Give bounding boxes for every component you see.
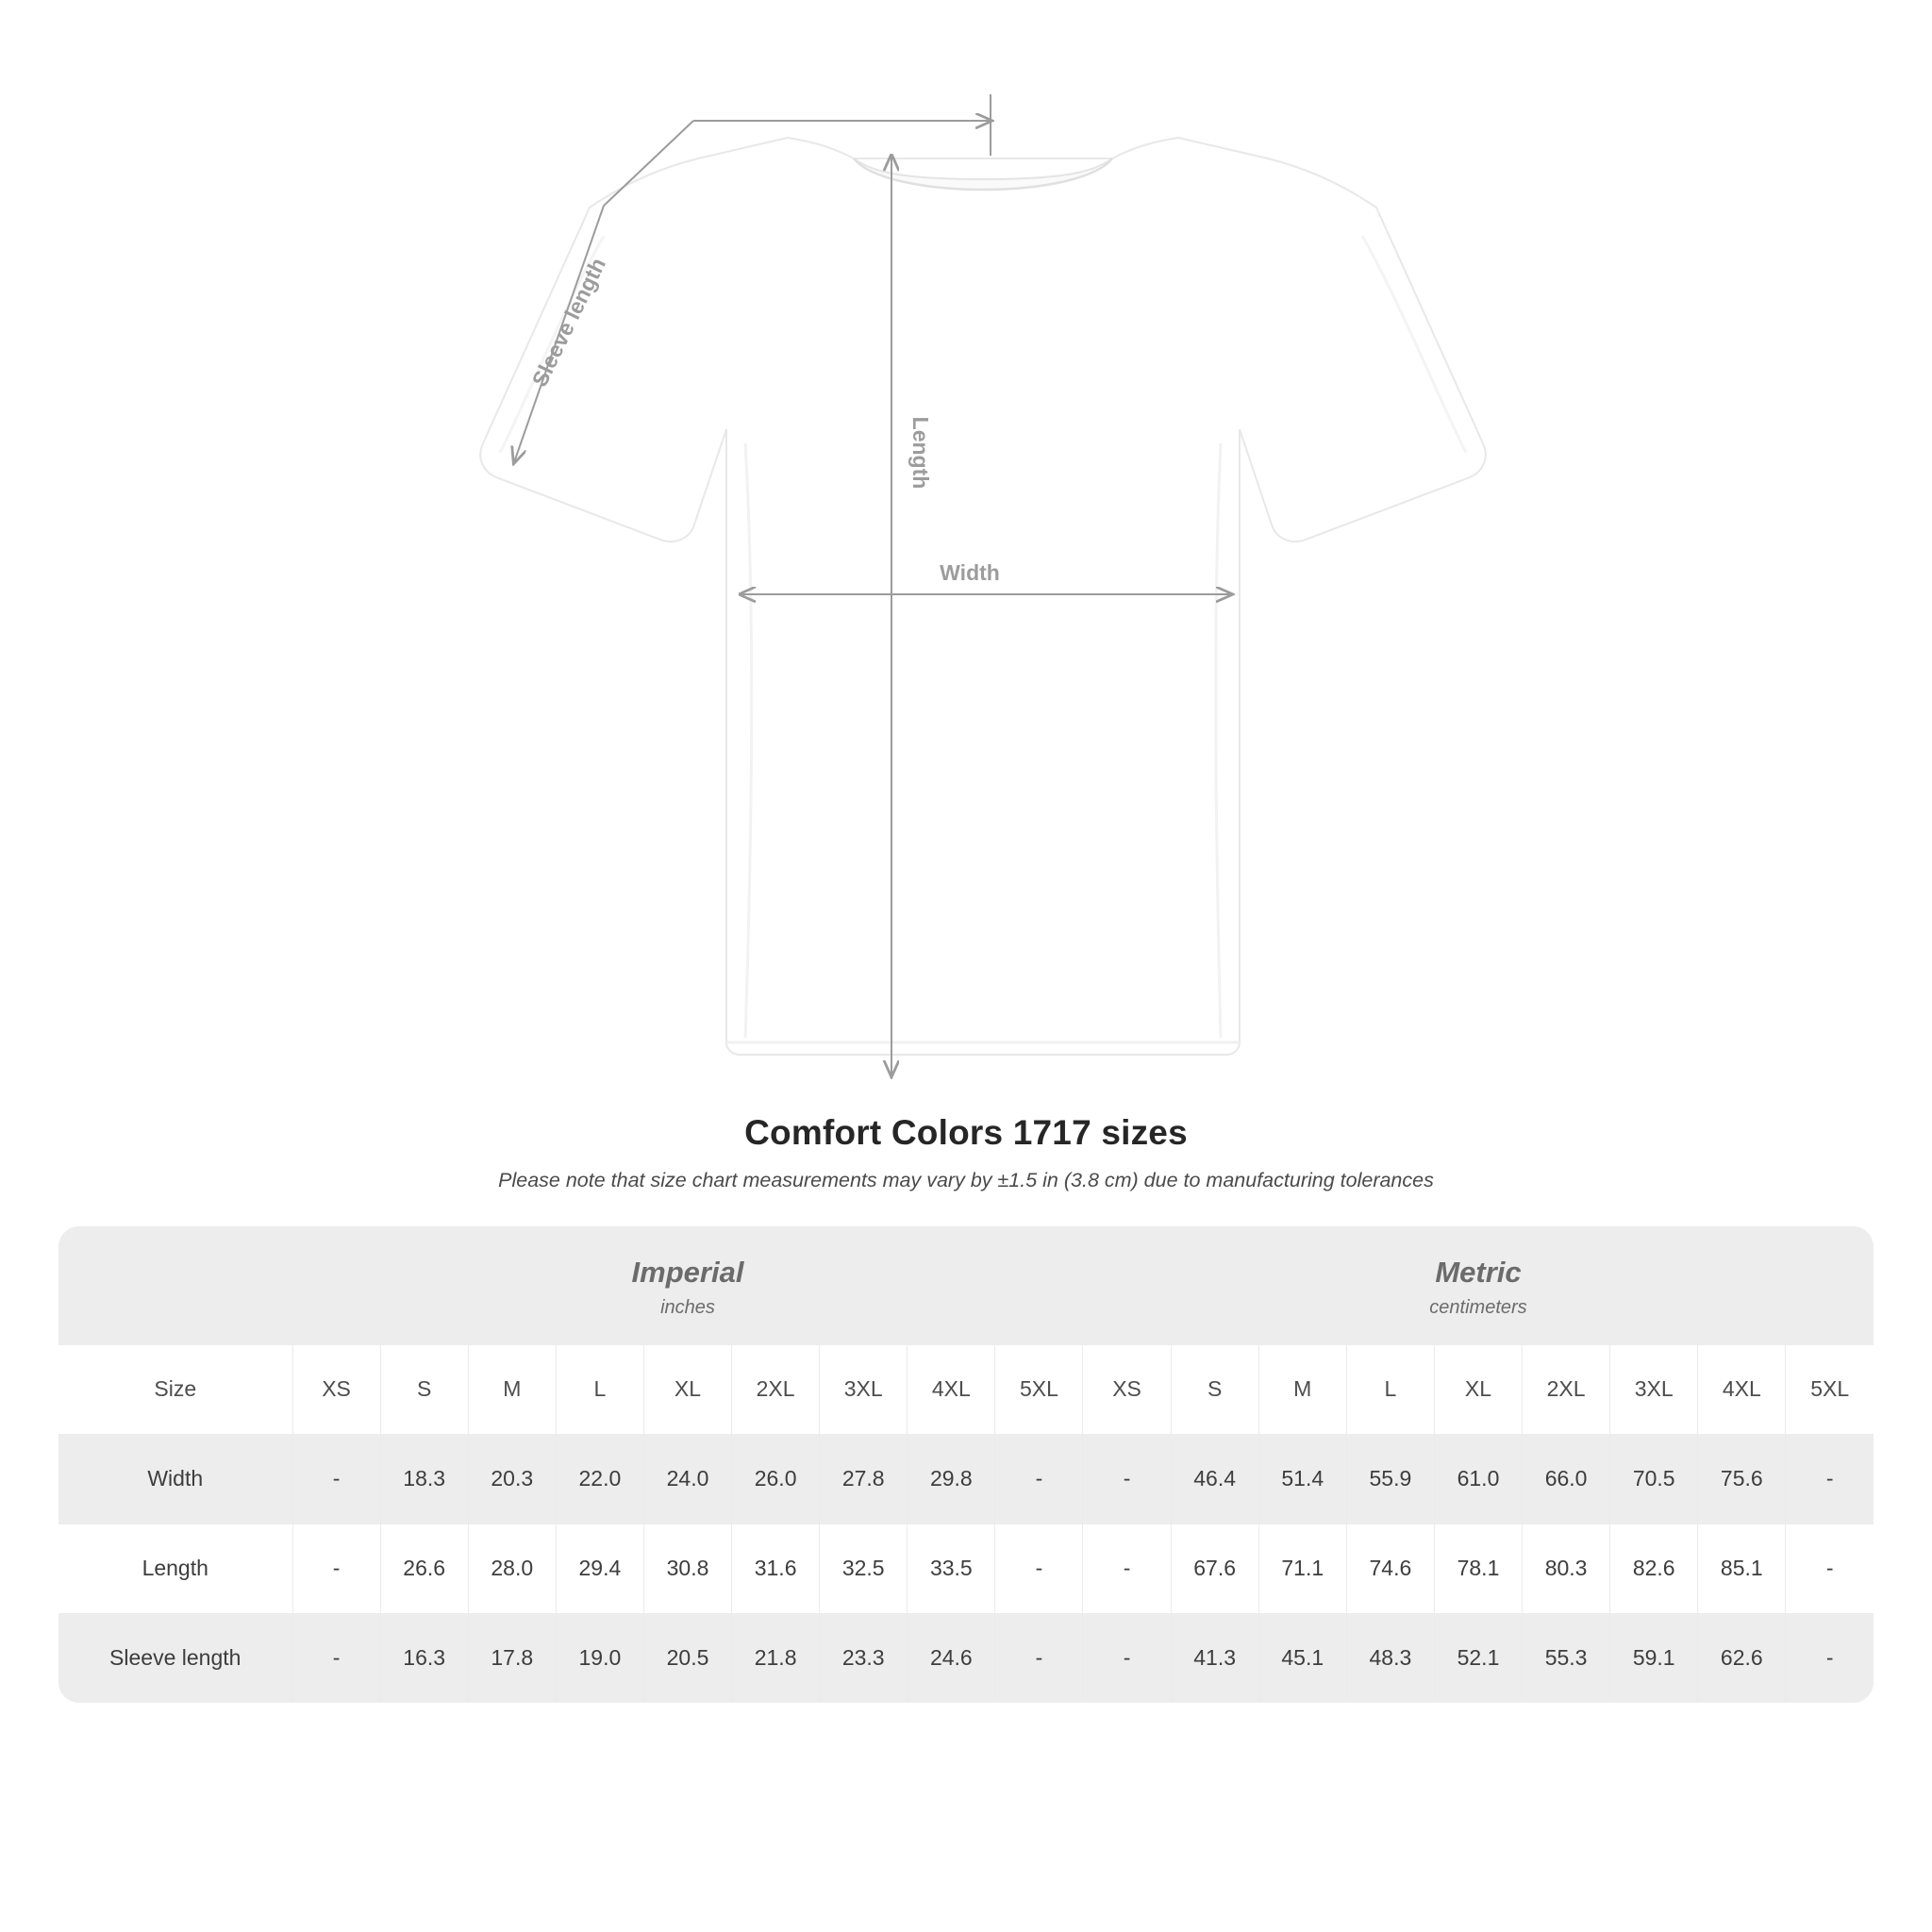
row-label-length: Length <box>58 1524 292 1613</box>
cell-length-14: 80.3 <box>1523 1524 1610 1613</box>
cell-length-10: 67.6 <box>1171 1524 1258 1613</box>
column-header-row <box>58 1345 1874 1435</box>
header-col-7: 4XL <box>908 1345 995 1435</box>
cell-length-11: 71.1 <box>1258 1524 1346 1613</box>
cell-width-15: 70.5 <box>1610 1434 1698 1524</box>
header-col-14: 2XL <box>1523 1345 1610 1435</box>
table-row <box>58 1524 1874 1613</box>
cell-width-13: 61.0 <box>1434 1434 1522 1524</box>
header-col-2: M <box>468 1345 556 1435</box>
size-table-container <box>58 1226 1874 1703</box>
header-col-10: S <box>1171 1345 1258 1435</box>
cell-sleeve-17: - <box>1786 1613 1874 1703</box>
header-col-15: 3XL <box>1610 1345 1698 1435</box>
label-length: Length <box>908 416 933 490</box>
cell-length-8: - <box>995 1524 1083 1613</box>
cell-length-3: 29.4 <box>556 1524 643 1613</box>
unit-metric <box>1083 1226 1874 1345</box>
unit-imperial-sub: inches <box>660 1296 715 1318</box>
cell-length-0: - <box>292 1524 380 1613</box>
cell-sleeve-0: - <box>292 1613 380 1703</box>
header-col-8: 5XL <box>995 1345 1083 1435</box>
cell-sleeve-3: 19.0 <box>556 1613 643 1703</box>
cell-width-16: 75.6 <box>1698 1434 1786 1524</box>
cell-sleeve-5: 21.8 <box>732 1613 820 1703</box>
header-col-0: XS <box>292 1345 380 1435</box>
cell-sleeve-1: 16.3 <box>380 1613 468 1703</box>
cell-sleeve-12: 48.3 <box>1346 1613 1434 1703</box>
cell-length-12: 74.6 <box>1346 1524 1434 1613</box>
cell-width-0: - <box>292 1434 380 1524</box>
cell-width-2: 20.3 <box>468 1434 556 1524</box>
cell-length-4: 30.8 <box>643 1524 731 1613</box>
cell-length-2: 28.0 <box>468 1524 556 1613</box>
unit-spacer <box>58 1226 292 1345</box>
unit-imperial <box>292 1226 1083 1345</box>
header-col-6: 3XL <box>820 1345 908 1435</box>
header-col-11: M <box>1258 1345 1346 1435</box>
row-label-width: Width <box>58 1434 292 1524</box>
cell-width-3: 22.0 <box>556 1434 643 1524</box>
cell-sleeve-16: 62.6 <box>1698 1613 1786 1703</box>
cell-sleeve-15: 59.1 <box>1610 1613 1698 1703</box>
header-col-3: L <box>556 1345 643 1435</box>
cell-length-5: 31.6 <box>732 1524 820 1613</box>
header-col-13: XL <box>1434 1345 1522 1435</box>
page-title: Comfort Colors 1717 sizes <box>744 1113 1188 1152</box>
cell-length-16: 85.1 <box>1698 1524 1786 1613</box>
cell-sleeve-4: 20.5 <box>643 1613 731 1703</box>
cell-length-15: 82.6 <box>1610 1524 1698 1613</box>
size-table <box>58 1226 1874 1703</box>
header-col-4: XL <box>643 1345 731 1435</box>
cell-length-9: - <box>1083 1524 1171 1613</box>
title-block <box>0 1113 1932 1192</box>
header-col-1: S <box>380 1345 468 1435</box>
cell-length-6: 32.5 <box>820 1524 908 1613</box>
cell-sleeve-13: 52.1 <box>1434 1613 1522 1703</box>
table-row <box>58 1434 1874 1524</box>
unit-imperial-name: Imperial <box>631 1256 744 1289</box>
row-label-sleeve-length: Sleeve length <box>58 1613 292 1703</box>
cell-sleeve-2: 17.8 <box>468 1613 556 1703</box>
cell-sleeve-14: 55.3 <box>1523 1613 1610 1703</box>
cell-sleeve-7: 24.6 <box>908 1613 995 1703</box>
cell-width-7: 29.8 <box>908 1434 995 1524</box>
header-col-16: 4XL <box>1698 1345 1786 1435</box>
cell-sleeve-9: - <box>1083 1613 1171 1703</box>
tshirt-shape <box>480 138 1485 1055</box>
cell-width-6: 27.8 <box>820 1434 908 1524</box>
header-col-9: XS <box>1083 1345 1171 1435</box>
label-width: Width <box>940 560 1000 585</box>
header-size: Size <box>58 1345 292 1435</box>
cell-length-17: - <box>1786 1524 1874 1613</box>
cell-sleeve-8: - <box>995 1613 1083 1703</box>
cell-sleeve-6: 23.3 <box>820 1613 908 1703</box>
header-col-5: 2XL <box>732 1345 820 1435</box>
cell-width-11: 51.4 <box>1258 1434 1346 1524</box>
cell-width-17: - <box>1786 1434 1874 1524</box>
label-sleeve-length: Sleeve length <box>526 254 610 391</box>
cell-width-1: 18.3 <box>380 1434 468 1524</box>
cell-width-10: 46.4 <box>1171 1434 1258 1524</box>
cell-width-5: 26.0 <box>732 1434 820 1524</box>
cell-width-14: 66.0 <box>1523 1434 1610 1524</box>
cell-width-4: 24.0 <box>643 1434 731 1524</box>
cell-width-12: 55.9 <box>1346 1434 1434 1524</box>
cell-length-1: 26.6 <box>380 1524 468 1613</box>
cell-width-9: - <box>1083 1434 1171 1524</box>
unit-metric-name: Metric <box>1435 1256 1522 1289</box>
cell-sleeve-11: 45.1 <box>1258 1613 1346 1703</box>
cell-length-7: 33.5 <box>908 1524 995 1613</box>
tolerance-note: Please note that size chart measurements may vary by ±1.5 in (3.8 cm) due to manufacturing tolerances <box>498 1169 1434 1191</box>
unit-header-row <box>58 1226 1874 1345</box>
header-col-17: 5XL <box>1786 1345 1874 1435</box>
unit-metric-sub: centimeters <box>1429 1296 1527 1318</box>
cell-sleeve-10: 41.3 <box>1171 1613 1258 1703</box>
header-col-12: L <box>1346 1345 1434 1435</box>
cell-width-8: - <box>995 1434 1083 1524</box>
table-row <box>58 1613 1874 1703</box>
cell-length-13: 78.1 <box>1434 1524 1522 1613</box>
